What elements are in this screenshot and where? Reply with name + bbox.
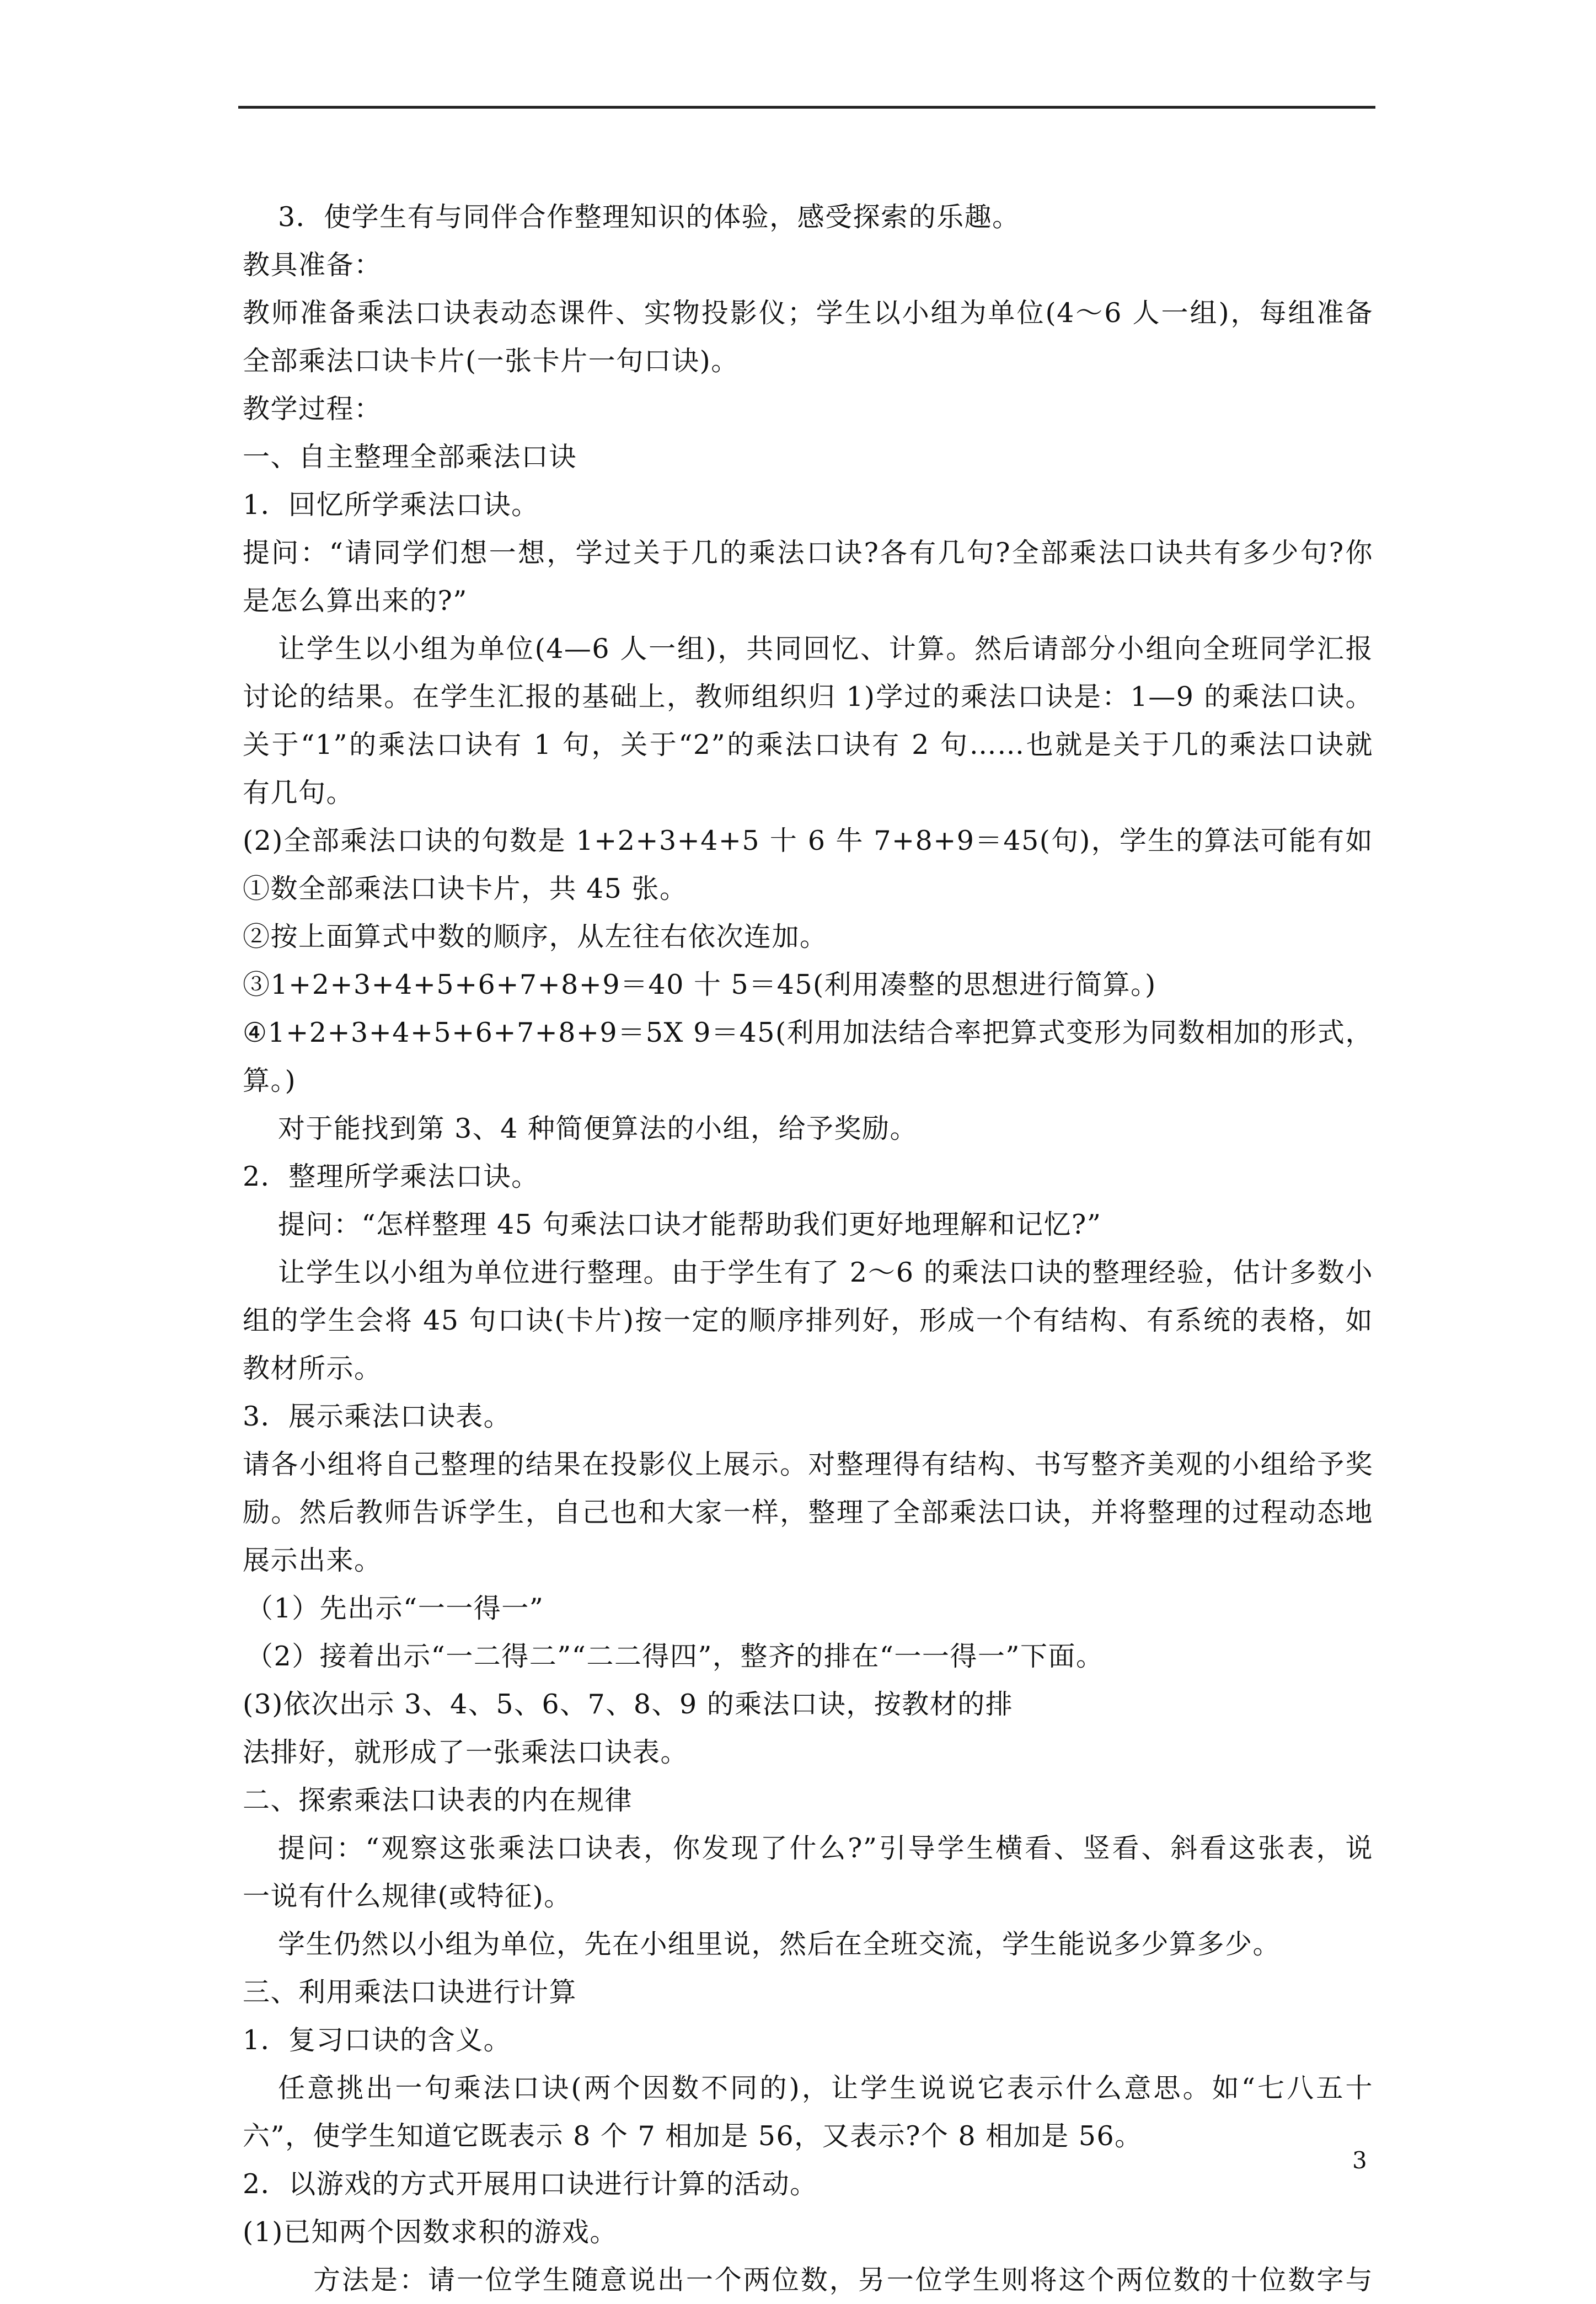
- text-line: 提问：“请同学们想一想，学过关于几的乘法口诀?各有几句?全部乘法口诀共有多少句?你: [243, 537, 1373, 569]
- text-line: 有几句。: [243, 777, 355, 808]
- list-item: （1）先出示“一一得一”: [246, 1593, 544, 1624]
- text-line: 关于“1”的乘法口诀有 1 句，关于“2”的乘法口诀有 2 句……也就是关于几的乘法口诀就: [243, 729, 1373, 760]
- subsection-heading: 2．以游戏的方式开展用口诀进行计算的活动。: [243, 2168, 818, 2200]
- list-item: (3)依次出示 3、4、5、6、7、8、9 的乘法口诀，按教材的排: [243, 1689, 1014, 1720]
- page-number: 3: [1352, 2147, 1367, 2174]
- subsection-heading: 1．复习口诀的含义。: [243, 2024, 512, 2056]
- list-item: ④1+2+3+4+5+6+7+8+9＝5X 9＝45(利用加法结合率把算式变形为同数相加的形式，: [243, 1017, 1373, 1048]
- list-item: ②按上面算式中数的顺序，从左往右依次连加。: [243, 921, 828, 952]
- text-line: 六”，使学生知道它既表示 8 个 7 相加是 56，又表示?个 8 相加是 56。: [243, 2120, 1143, 2152]
- text-line: 任意挑出一句乘法口诀(两个因数不同的)，让学生说说它表示什么意思。如“七八五十: [278, 2072, 1373, 2104]
- text-line: 法排好，就形成了一张乘法口诀表。: [243, 1737, 689, 1768]
- header-rule: [238, 106, 1375, 109]
- section-heading: 二、探索乘法口诀表的内在规律: [243, 1785, 633, 1816]
- text-line: 励。然后教师告诉学生，自己也和大家一样，整理了全部乘法口诀，并将整理的过程动态地: [243, 1497, 1373, 1528]
- section-heading: 一、自主整理全部乘法口诀: [243, 441, 577, 473]
- text-line: 对于能找到第 3、4 种简便算法的小组，给予奖励。: [278, 1113, 918, 1144]
- text-line: 学生仍然以小组为单位，先在小组里说，然后在全班交流，学生能说多少算多少。: [278, 1928, 1281, 1960]
- section-heading: 教具准备：: [243, 249, 382, 281]
- text-line: 提问：“观察这张乘法口诀表，你发现了什么?”引导学生横看、竖看、斜看这张表，说: [278, 1833, 1373, 1864]
- section-heading: 教学过程：: [243, 393, 382, 425]
- list-item: (1)已知两个因数求积的游戏。: [243, 2216, 618, 2248]
- text-line: 教师准备乘法口诀表动态课件、实物投影仪；学生以小组为单位(4～6 人一组)，每组准备: [243, 297, 1373, 329]
- text-line: 请各小组将自己整理的结果在投影仪上展示。对整理得有结构、书写整齐美观的小组给予奖: [243, 1449, 1373, 1480]
- section-heading: 三、利用乘法口诀进行计算: [243, 1976, 577, 2008]
- text-line: 一说有什么规律(或特征)。: [243, 1880, 572, 1912]
- text-line: (2)全部乘法口诀的句数是 1+2+3+4+5 十 6 牛 7+8+9＝45(句)，学生的算法可能有如: [243, 825, 1373, 856]
- text-line: 讨论的结果。在学生汇报的基础上，教师组织归 1)学过的乘法口诀是：1—9 的乘法口诀。: [243, 681, 1373, 712]
- text-line: 展示出来。: [243, 1545, 382, 1576]
- text-line: 方法是：请一位学生随意说出一个两位数，另一位学生则将这个两位数的十位数字与: [313, 2264, 1373, 2296]
- text-line: 提问：“怎样整理 45 句乘法口诀才能帮助我们更好地理解和记忆?”: [278, 1209, 1102, 1240]
- text-line: 是怎么算出来的?”: [243, 585, 468, 617]
- subsection-heading: 3．展示乘法口诀表。: [243, 1401, 512, 1432]
- document-body: [243, 193, 1373, 2304]
- text-line: 教材所示。: [243, 1353, 382, 1384]
- text-line: 3．使学生有与同伴合作整理知识的体验，感受探索的乐趣。: [278, 201, 1020, 233]
- list-item: ①数全部乘法口诀卡片，共 45 张。: [243, 873, 688, 904]
- subsection-heading: 2．整理所学乘法口诀。: [243, 1161, 539, 1192]
- subsection-heading: 1．回忆所学乘法口诀。: [243, 489, 539, 521]
- list-item: （2）接着出示“一二得二”“二二得四”，整齐的排在“一一得一”下面。: [246, 1641, 1104, 1672]
- list-item: ③1+2+3+4+5+6+7+8+9＝40 十 5＝45(利用凑整的思想进行简算。): [243, 969, 1156, 1000]
- text-line: 全部乘法口诀卡片(一张卡片一句口诀)。: [243, 345, 739, 377]
- text-line: 组的学生会将 45 句口诀(卡片)按一定的顺序排列好，形成一个有结构、有系统的表格，如: [243, 1305, 1373, 1336]
- text-line: 让学生以小组为单位进行整理。由于学生有了 2～6 的乘法口诀的整理经验，估计多数小: [278, 1257, 1373, 1288]
- text-line: 让学生以小组为单位(4—6 人一组)，共同回忆、计算。然后请部分小组向全班同学汇报: [278, 633, 1373, 665]
- text-line: 算。): [243, 1065, 297, 1096]
